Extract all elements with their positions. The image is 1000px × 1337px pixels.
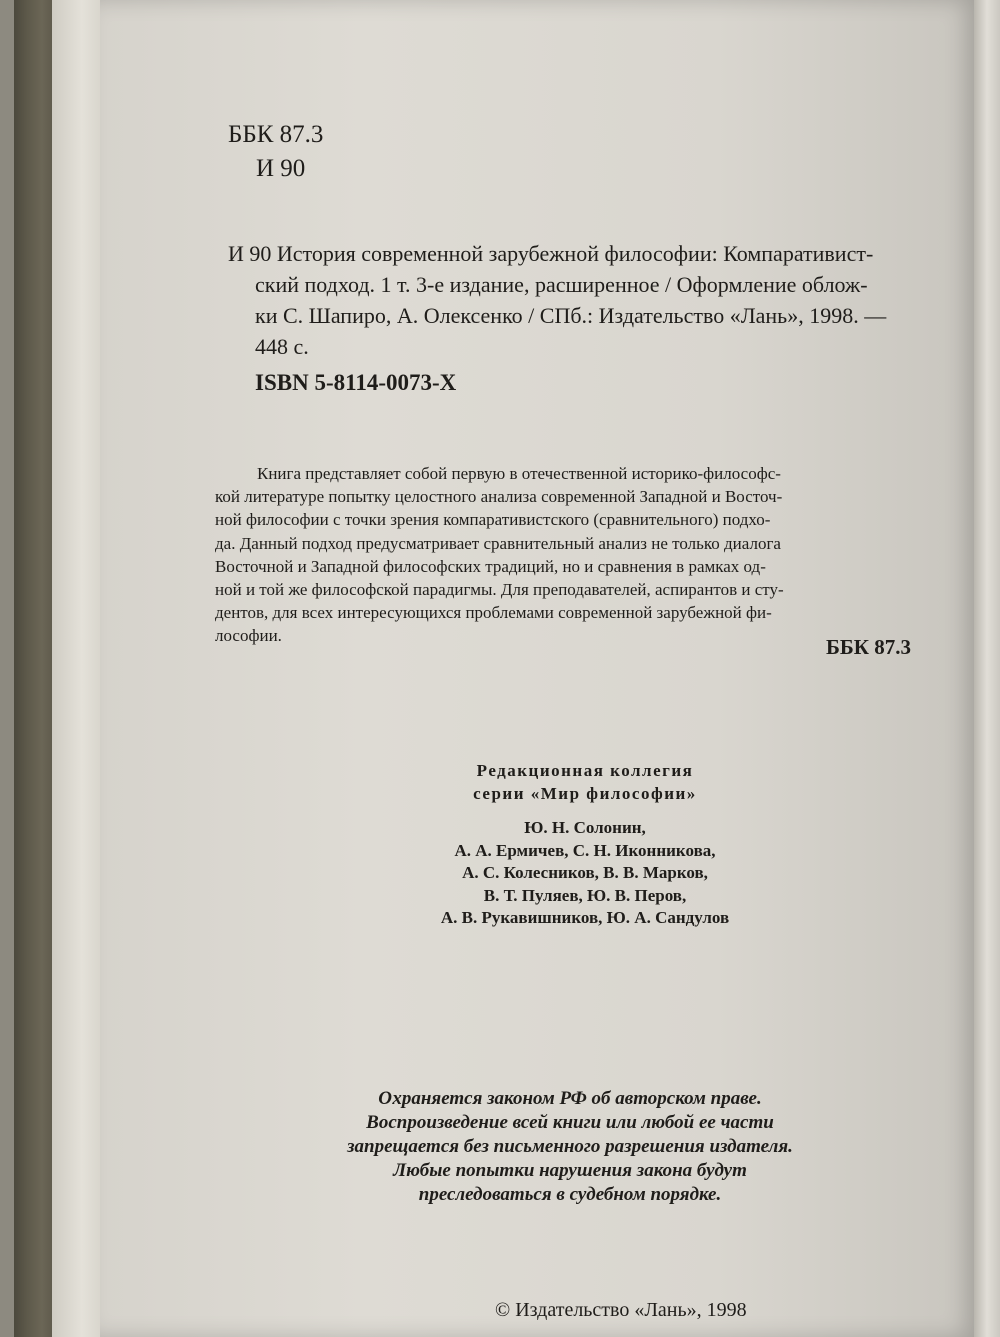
copyright-line: Любые попытки нарушения закона будут [393,1160,747,1181]
isbn: ISBN 5-8114-0073-X [255,370,457,395]
bbk-code: ББК 87.3 [228,121,324,148]
copyright-notice [280,1087,860,1207]
bib-line: ский подход. 1 т. 3-е издание, расширенное / Оформление облож- [255,272,868,297]
bibliographic-record [228,238,886,362]
abstract-line: Книга представляет собой первую в отечественной историко-философс- [257,464,781,483]
abstract-line: да. Данный подход предусматривает сравнительный анализ не только диалога [215,533,781,553]
bbk-classification-right: ББК 87.3 [826,635,911,659]
bib-line: И 90 История современной зарубежной философии: Компаративист- [228,241,874,266]
abstract [215,462,784,648]
bib-line: ки С. Шапиро, А. Олексенко / СПб.: Издательство «Лань», 1998. — [255,303,887,328]
copyright-line: запрещается без письменного разрешения издателя. [347,1136,793,1157]
board-member-line: А. В. Рукавишников, Ю. А. Сандулов [440,908,730,927]
abstract-line: лософии. [215,626,282,646]
copyright-line: Воспроизведение всей книги или любой ее части [366,1112,774,1133]
copyright-line: преследоваться в судебном порядке. [418,1184,722,1205]
index-code: И 90 [256,155,306,182]
abstract-line: ной и той же философской парадигмы. Для преподавателей, аспирантов и сту- [215,580,784,600]
editorial-board [380,760,790,930]
page-right-edge [974,0,1000,1337]
board-member-line: А. С. Колесников, В. В. Марков, [462,863,708,882]
bbk-classification-top [228,118,323,186]
abstract-line: Восточной и Западной философских традиций, но и сравнения в рамках од- [215,556,766,576]
inner-page-margin [52,0,102,1337]
publisher-copyright: © Издательство «Лань», 1998 [495,1299,747,1321]
board-member-line: Ю. Н. Солонин, [524,818,646,837]
bib-line: 448 с. [255,334,309,359]
copyright-line: Охраняется законом РФ об авторском праве. [378,1088,762,1109]
board-member-line: В. Т. Пуляев, Ю. В. Перов, [483,885,687,905]
abstract-line: кой литературе попытку целостного анализа современной Западной и Восточ- [215,487,783,507]
abstract-line: ной философии с точки зрения компаративистского (сравнительного) подхо- [215,510,771,530]
board-member-line: А. А. Ермичев, С. Н. Иконникова, [454,840,716,860]
cover-edge [0,0,14,1337]
series-title: серии «Мир философии» [473,783,697,803]
editorial-board-title: Редакционная коллегия [476,761,694,780]
abstract-line: дентов, для всех интересующихся проблемами современной зарубежной фи- [215,603,772,623]
